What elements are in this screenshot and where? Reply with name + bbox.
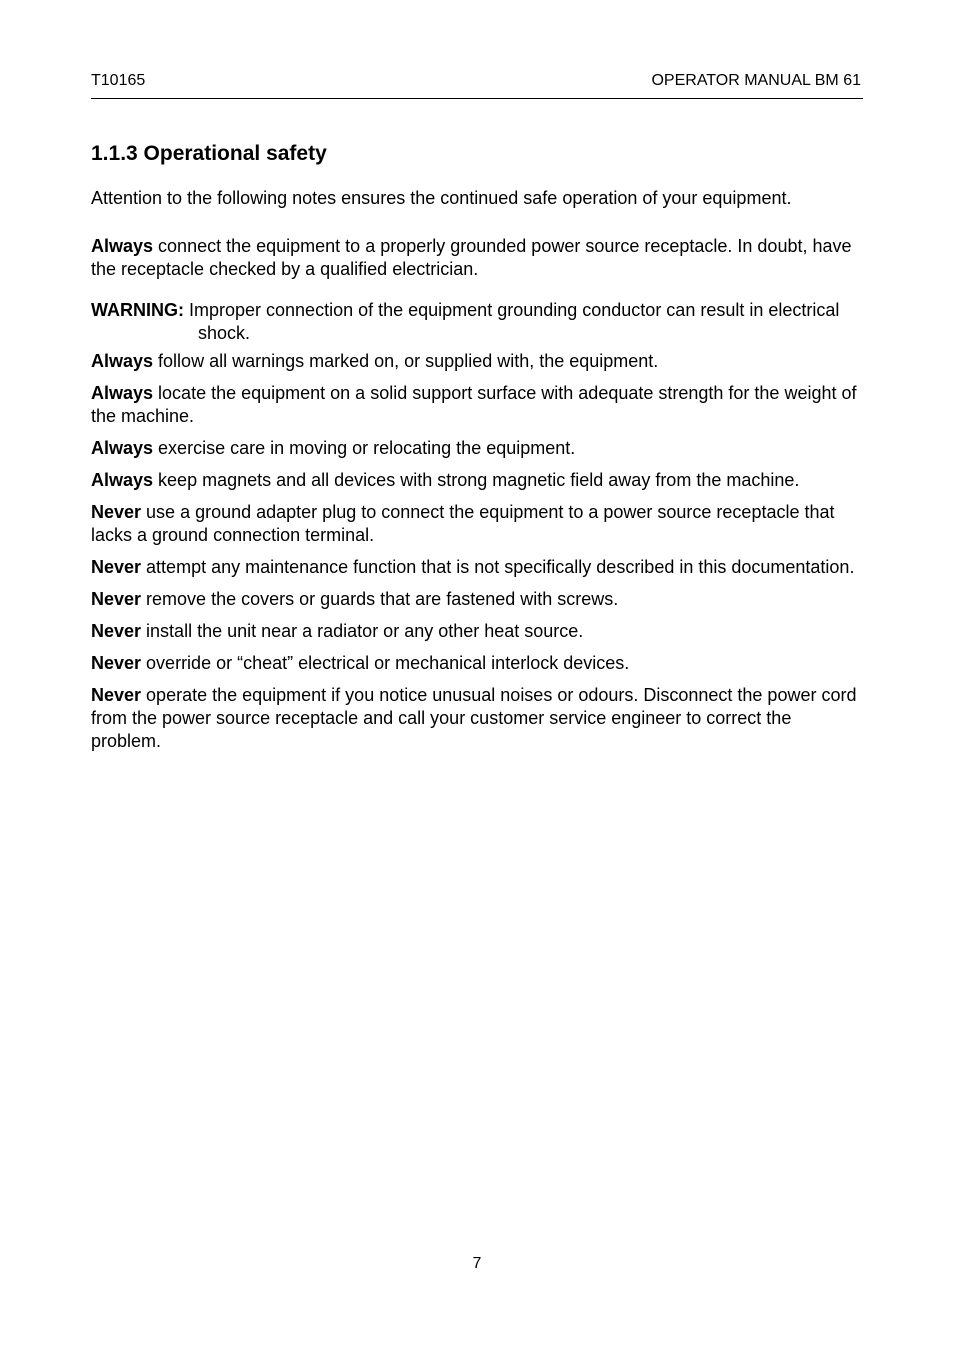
note-keyword: Never <box>91 557 142 577</box>
note-text: exercise care in moving or relocating the equipment. <box>153 438 576 458</box>
note-keyword: Always <box>91 351 154 371</box>
safety-note <box>91 501 863 547</box>
document-id: T10165 <box>91 72 146 89</box>
safety-note <box>91 382 863 428</box>
note-keyword: Always <box>91 438 154 458</box>
safety-note <box>91 469 863 492</box>
section-content <box>91 140 863 762</box>
section-heading: 1.1.3 Operational safety <box>91 142 327 165</box>
note-keyword: Never <box>91 589 142 609</box>
note-text: remove the covers or guards that are fastened with screws. <box>141 589 619 609</box>
note-keyword: Never <box>91 653 142 673</box>
running-header <box>91 72 863 99</box>
note-keyword: Never <box>91 685 142 705</box>
note-keyword: Never <box>91 502 142 522</box>
note-text: operate the equipment if you notice unusual noises or odours. Disconnect the power cord from the power source receptacle and call your customer service engineer to correct the problem. <box>91 685 857 751</box>
note-text: locate the equipment on a solid support surface with adequate strength for the weight of the machine. <box>91 383 857 426</box>
manual-title: OPERATOR MANUAL BM 61 <box>651 72 861 89</box>
warning-keyword: WARNING: <box>91 300 184 320</box>
safety-note <box>91 684 863 753</box>
page-number: 7 <box>472 1255 482 1272</box>
note-text: connect the equipment to a properly grounded power source receptacle. In doubt, have the receptacle checked by a qualified electrician. <box>91 236 852 279</box>
safety-note <box>91 350 863 373</box>
note-keyword: Always <box>91 383 154 403</box>
note-keyword: Always <box>91 236 154 256</box>
warning-text: Improper connection of the equipment grounding conductor can result in electrical shock. <box>184 300 840 343</box>
note-keyword: Never <box>91 621 142 641</box>
safety-note-ground <box>91 235 863 281</box>
warning-note <box>91 299 863 345</box>
note-text: attempt any maintenance function that is not specifically described in this documentation. <box>141 557 855 577</box>
safety-note <box>91 556 863 579</box>
safety-note <box>91 620 863 643</box>
note-keyword: Always <box>91 470 154 490</box>
note-text: install the unit near a radiator or any other heat source. <box>141 621 584 641</box>
note-text: follow all warnings marked on, or supplied with, the equipment. <box>153 351 659 371</box>
note-text: override or “cheat” electrical or mechanical interlock devices. <box>141 653 630 673</box>
safety-note <box>91 437 863 460</box>
safety-note <box>91 652 863 675</box>
note-text: use a ground adapter plug to connect the equipment to a power source receptacle that lacks a ground connection terminal. <box>91 502 835 545</box>
safety-note <box>91 588 863 611</box>
intro-paragraph: Attention to the following notes ensures the continued safe operation of your equipment. <box>91 188 792 208</box>
note-text: keep magnets and all devices with strong magnetic field away from the machine. <box>153 470 800 490</box>
